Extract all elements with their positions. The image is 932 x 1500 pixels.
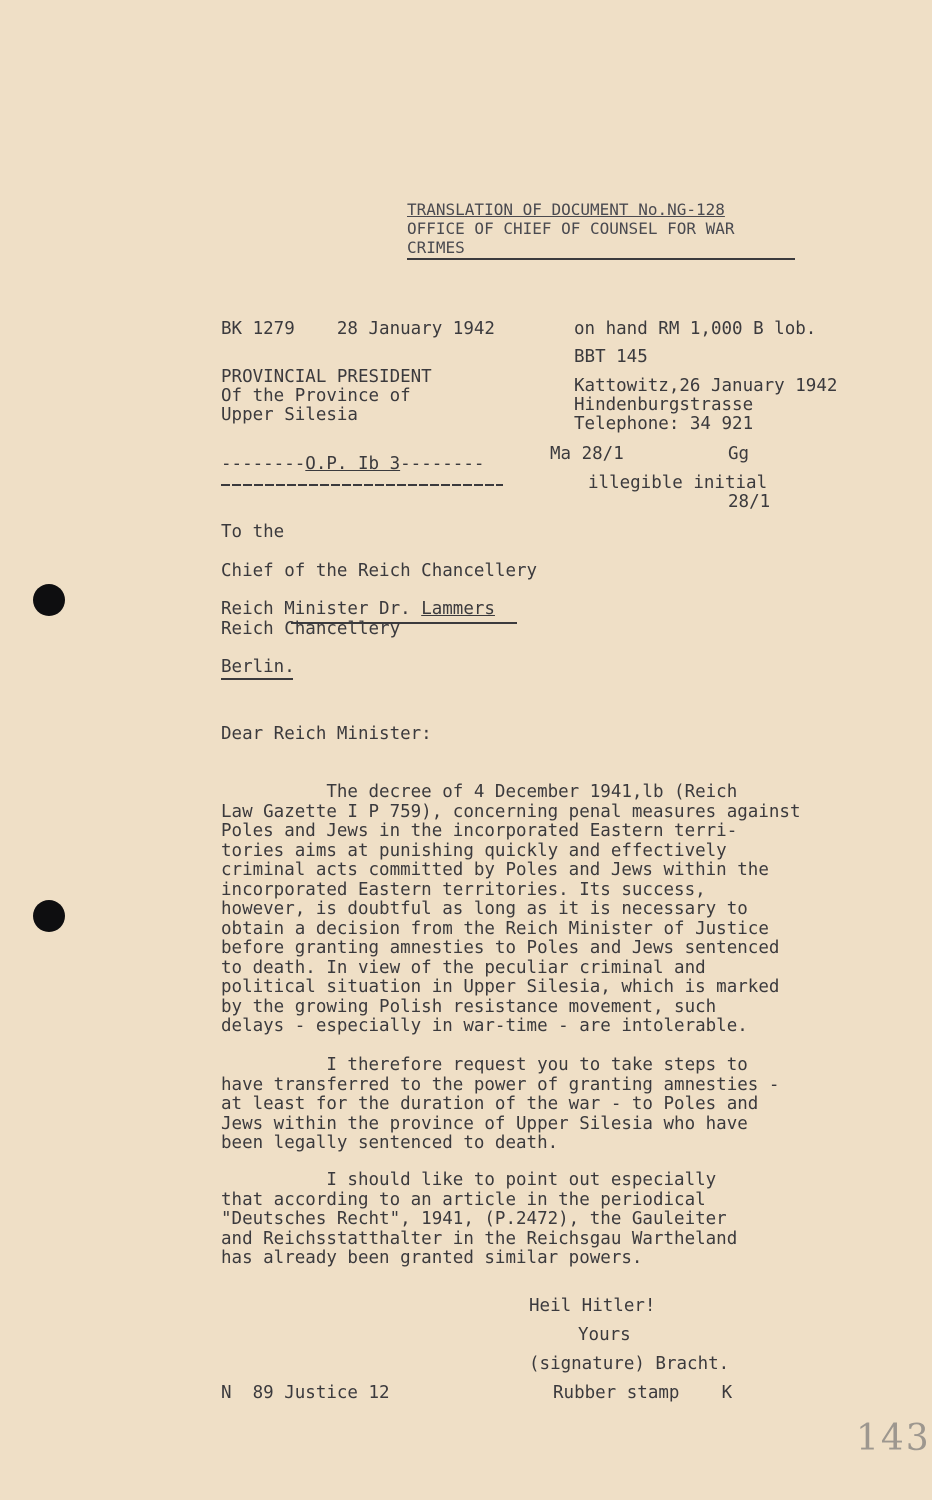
p1-line: before granting amnesties to Poles and Jews sentenced [221, 938, 780, 958]
file-number-rule [221, 484, 503, 486]
reference-left: BK 1279 28 January 1942 [221, 319, 495, 339]
header-line-2: OFFICE OF CHIEF OF COUNSEL FOR WAR [407, 219, 735, 238]
p1-line: to death. In view of the peculiar criminal and [221, 957, 706, 978]
sender-line-1: PROVINCIAL PRESIDENT [221, 367, 432, 387]
p1-line: political situation in Upper Silesia, which is marked [221, 977, 780, 997]
p1-line: Law Gazette I P 759), concerning penal measures against [221, 801, 801, 822]
header-line-3: CRIMES [407, 238, 465, 257]
file-number: --------O.P. Ib 3-------- [221, 454, 485, 474]
illegible-date: 28/1 [728, 492, 771, 512]
handwritten-page-number: 143 [856, 1418, 931, 1459]
header-line-1: TRANSLATION OF DOCUMENT No.NG-128 [407, 200, 725, 219]
rubber-stamp-note: Rubber stamp K [553, 1383, 733, 1403]
punch-hole-bottom [33, 900, 65, 932]
sender-line-3: Upper Silesia [221, 405, 358, 425]
recipient-to: To the [221, 522, 285, 542]
minister-name: Lammers [421, 599, 495, 619]
city-underline [221, 678, 293, 680]
address-line-1: Kattowitz,26 January 1942 [574, 377, 838, 396]
p1-line: by the growing Polish resistance movement, such [221, 996, 717, 1017]
p2-line: been legally sentenced to death. [221, 1133, 559, 1153]
paragraph-3 [221, 1171, 737, 1269]
closing-signature: (signature) Bracht. [529, 1354, 730, 1374]
p1-line: criminal acts committed by Poles and Jews within the [221, 860, 769, 880]
p1-line: tories aims at punishing quickly and effectively [221, 840, 727, 861]
file-number-text: O.P. Ib 3 [305, 454, 401, 474]
p1-line: delays - especially in war-time - are intolerable. [221, 1016, 748, 1036]
paragraph-1 [221, 783, 800, 1037]
recipient-chief: Chief of the Reich Chancellery [221, 561, 538, 581]
closing-heil: Heil Hitler! [529, 1296, 656, 1316]
recipient-city: Berlin. [221, 657, 295, 677]
paragraph-2 [221, 1056, 779, 1154]
bbt-number: BBT 145 [574, 347, 648, 367]
p3-line: I should like to point out especially [221, 1170, 717, 1190]
p1-line: The decree of 4 December 1941,lb (Reich [221, 782, 738, 802]
p2-line: Jews within the province of Upper Silesia who have [221, 1113, 748, 1134]
p1-line: incorporated Eastern territories. Its success, [221, 879, 706, 900]
gg-initials: Gg [728, 444, 750, 464]
reference-right: on hand RM 1,000 B lob. [574, 319, 817, 339]
p1-line: however, is doubtful as long as it is necessary to [221, 899, 748, 919]
p3-line: "Deutsches Recht", 1941, (P.2472), the Gauleiter [221, 1209, 727, 1229]
address-line-3: Telephone: 34 921 [574, 414, 754, 434]
p3-line: and Reichsstatthalter in the Reichsgau Wartheland [221, 1228, 738, 1249]
minister-prefix: Reich Minister Dr. [221, 599, 422, 619]
p1-line: obtain a decision from the Reich Minister of Justice [221, 918, 769, 939]
salutation: Dear Reich Minister: [221, 724, 432, 744]
translation-header [407, 200, 797, 257]
p2-line: at least for the duration of the war - to Poles and [221, 1094, 759, 1114]
recipient-chancellery: Reich Chancellery [221, 619, 401, 639]
header-rule [407, 258, 795, 260]
p3-line: that according to an article in the periodical [221, 1189, 706, 1210]
p1-line: Poles and Jews in the incorporated Eastern terri- [221, 821, 738, 841]
address-line-2: Hindenburgstrasse [574, 395, 754, 415]
footer-reference: N 89 Justice 12 [221, 1383, 390, 1403]
ma-reference: Ma 28/1 [550, 444, 624, 464]
sender-line-2: Of the Province of [221, 386, 411, 406]
closing-yours: Yours [578, 1325, 631, 1345]
p2-line: I therefore request you to take steps to [221, 1055, 748, 1075]
punch-hole-top [33, 584, 65, 616]
p3-line: has already been granted similar powers. [221, 1248, 643, 1268]
illegible-initial: illegible initial [588, 473, 768, 493]
p2-line: have transferred to the power of granting amnesties - [221, 1074, 780, 1095]
recipient-minister [221, 600, 495, 620]
